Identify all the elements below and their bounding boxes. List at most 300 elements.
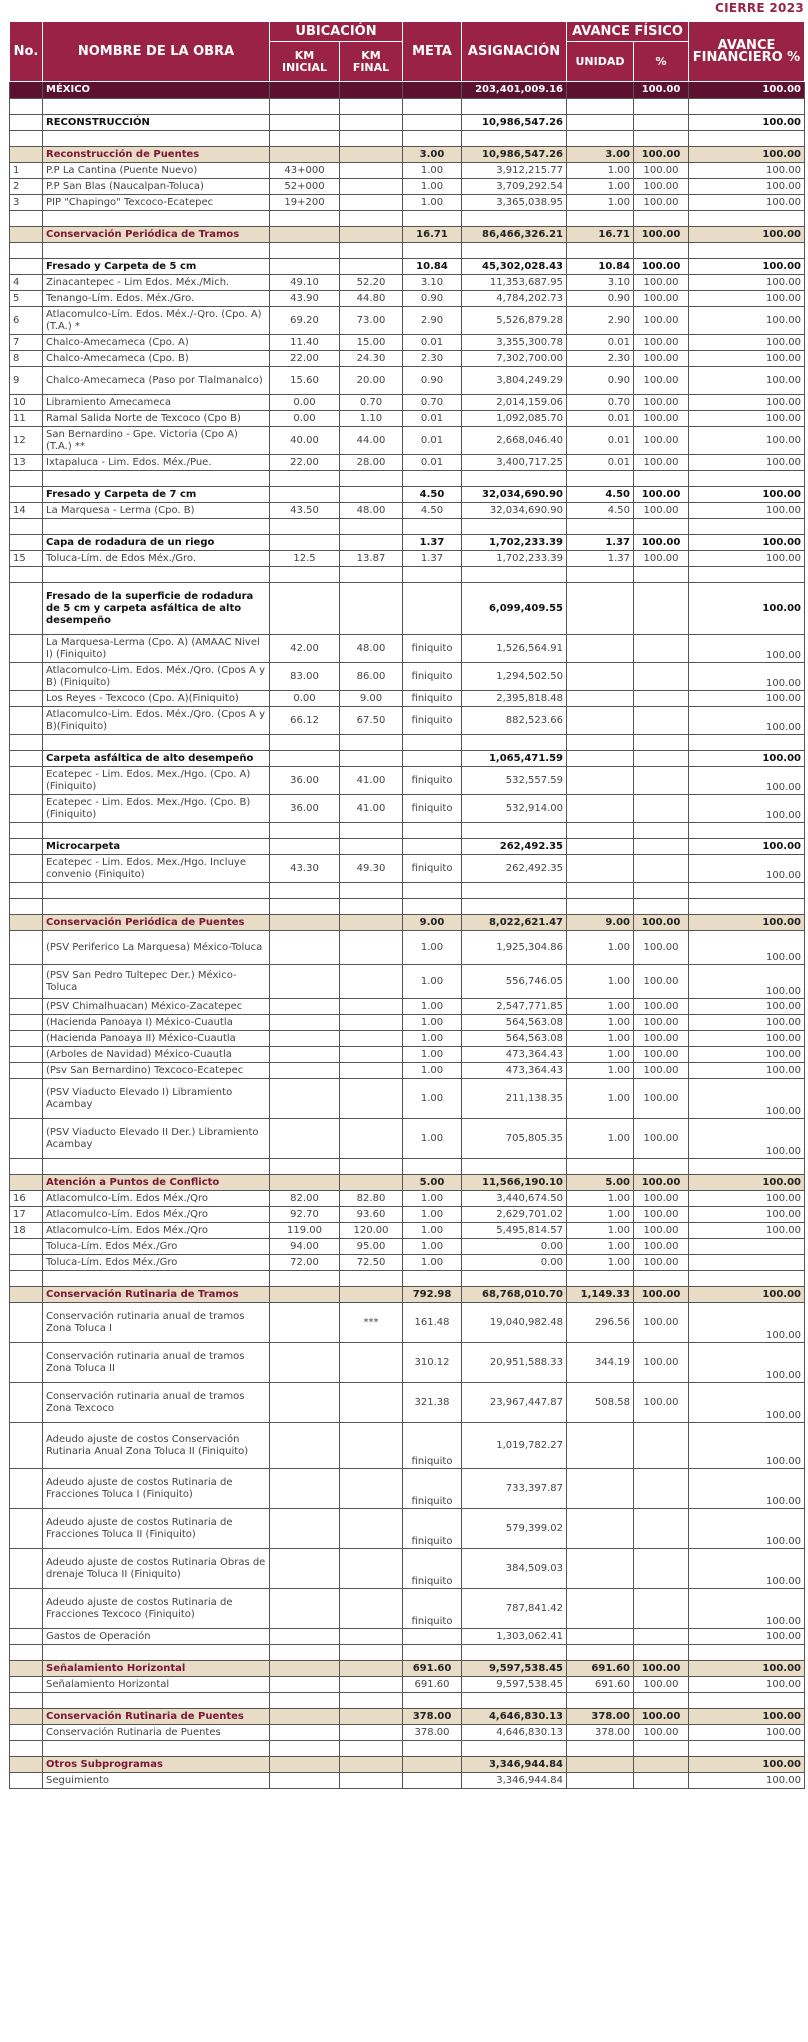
table-row bbox=[10, 455, 805, 471]
cell-km-inicial: 19+200 bbox=[270, 195, 340, 211]
cell-unidad: 1.00 bbox=[567, 1255, 634, 1271]
cell-avance-financiero bbox=[689, 899, 805, 915]
cell-km-final: 95.00 bbox=[340, 1239, 403, 1255]
cell-avance-financiero: 100.00 bbox=[689, 1119, 805, 1159]
cell-obra bbox=[43, 1645, 270, 1661]
cell-obra: Atlacomulco-Lím. Edos Méx./Qro bbox=[43, 1207, 270, 1223]
cell-unidad bbox=[567, 707, 634, 735]
cell-pct bbox=[634, 1693, 689, 1709]
cell-no: 7 bbox=[10, 335, 43, 351]
cell-asignacion: 0.00 bbox=[462, 1239, 567, 1255]
cell-km-final: 24.30 bbox=[340, 351, 403, 367]
cell-pct bbox=[634, 767, 689, 795]
cell-avance-financiero bbox=[689, 823, 805, 839]
cell-no bbox=[10, 259, 43, 275]
cell-avance-financiero bbox=[689, 567, 805, 583]
cell-asignacion: 8,022,621.47 bbox=[462, 915, 567, 931]
cell-asignacion bbox=[462, 1159, 567, 1175]
cell-no: 11 bbox=[10, 411, 43, 427]
cell-asignacion: 579,399.02 bbox=[462, 1509, 567, 1549]
cell-unidad bbox=[567, 1423, 634, 1469]
cell-avance-financiero: 100.00 bbox=[689, 1469, 805, 1509]
cell-km-final: 28.00 bbox=[340, 455, 403, 471]
cell-km-inicial bbox=[270, 1063, 340, 1079]
cell-avance-financiero: 100.00 bbox=[689, 551, 805, 567]
table-row bbox=[10, 291, 805, 307]
cell-avance-financiero: 100.00 bbox=[689, 1709, 805, 1725]
cell-avance-financiero bbox=[689, 211, 805, 227]
cell-asignacion: 532,914.00 bbox=[462, 795, 567, 823]
cell-avance-financiero: 100.00 bbox=[689, 147, 805, 163]
cell-avance-financiero: 100.00 bbox=[689, 163, 805, 179]
cell-meta bbox=[403, 211, 462, 227]
blank-row bbox=[10, 243, 805, 259]
cell-obra: Zinacantepec - Lim Edos. Méx./Mich. bbox=[43, 275, 270, 291]
cell-obra: Atlacomulco-Lím. Edos Méx./Qro bbox=[43, 1223, 270, 1239]
cell-no bbox=[10, 823, 43, 839]
cell-km-inicial bbox=[270, 1757, 340, 1773]
cell-avance-financiero: 100.00 bbox=[689, 1175, 805, 1191]
cell-km-inicial bbox=[270, 211, 340, 227]
cell-pct: 100.00 bbox=[634, 411, 689, 427]
cell-asignacion bbox=[462, 1645, 567, 1661]
cell-pct: 100.00 bbox=[634, 427, 689, 455]
cell-km-final: 41.00 bbox=[340, 795, 403, 823]
cell-pct bbox=[634, 855, 689, 883]
table-row bbox=[10, 1383, 805, 1423]
table-row bbox=[10, 1423, 805, 1469]
cell-unidad bbox=[567, 1741, 634, 1757]
table-row bbox=[10, 663, 805, 691]
blank-row bbox=[10, 1159, 805, 1175]
cell-no bbox=[10, 767, 43, 795]
cell-pct bbox=[634, 1773, 689, 1789]
cell-km-inicial bbox=[270, 227, 340, 243]
cell-unidad: 1.00 bbox=[567, 999, 634, 1015]
header-pct: % bbox=[634, 42, 689, 82]
table-row bbox=[10, 1589, 805, 1629]
cell-avance-financiero: 100.00 bbox=[689, 999, 805, 1015]
cell-no bbox=[10, 1079, 43, 1119]
cell-unidad: 0.01 bbox=[567, 411, 634, 427]
cell-asignacion bbox=[462, 99, 567, 115]
cell-asignacion: 1,294,502.50 bbox=[462, 663, 567, 691]
cell-asignacion: 787,841.42 bbox=[462, 1589, 567, 1629]
blank-row bbox=[10, 1645, 805, 1661]
cell-obra: Atlacomulco-Lím. Edos. Méx./-Qro. (Cpo. A) (T.A.) * bbox=[43, 307, 270, 335]
cell-unidad bbox=[567, 1159, 634, 1175]
cell-asignacion bbox=[462, 211, 567, 227]
cell-unidad bbox=[567, 99, 634, 115]
cell-km-final bbox=[340, 1469, 403, 1509]
works-table bbox=[9, 21, 805, 1789]
cell-km-final: 0.70 bbox=[340, 395, 403, 411]
cell-no bbox=[10, 999, 43, 1015]
cell-no bbox=[10, 855, 43, 883]
cell-meta: 792.98 bbox=[403, 1287, 462, 1303]
cell-meta: finiquito bbox=[403, 635, 462, 663]
cell-pct: 100.00 bbox=[634, 195, 689, 211]
cell-obra: (PSV San Pedro Tultepec Der.) México-Toluca bbox=[43, 965, 270, 999]
cell-asignacion: 1,065,471.59 bbox=[462, 751, 567, 767]
cell-unidad bbox=[567, 115, 634, 131]
cell-km-final bbox=[340, 1159, 403, 1175]
subtotal-row bbox=[10, 147, 805, 163]
cell-pct bbox=[634, 1549, 689, 1589]
cell-pct: 100.00 bbox=[634, 1047, 689, 1063]
cell-avance-financiero bbox=[689, 1255, 805, 1271]
cell-km-final bbox=[340, 115, 403, 131]
cell-no: 12 bbox=[10, 427, 43, 455]
cell-obra: San Bernardino - Gpe. Victoria (Cpo A) (T.A.) ** bbox=[43, 427, 270, 455]
cell-unidad bbox=[567, 1645, 634, 1661]
cell-unidad: 4.50 bbox=[567, 503, 634, 519]
cell-unidad: 1.00 bbox=[567, 1223, 634, 1239]
cell-meta: 10.84 bbox=[403, 259, 462, 275]
header-km-inicial: KM INICIAL bbox=[270, 42, 340, 82]
table-row bbox=[10, 707, 805, 735]
cell-avance-financiero bbox=[689, 1159, 805, 1175]
cell-asignacion: 705,805.35 bbox=[462, 1119, 567, 1159]
cell-obra: Atlacomulco-Lím. Edos Méx./Qro bbox=[43, 1191, 270, 1207]
cell-no bbox=[10, 1383, 43, 1423]
cell-avance-financiero: 100.00 bbox=[689, 195, 805, 211]
cell-avance-financiero bbox=[689, 471, 805, 487]
cell-asignacion: 3,440,674.50 bbox=[462, 1191, 567, 1207]
cell-no bbox=[10, 1119, 43, 1159]
cell-km-inicial bbox=[270, 1383, 340, 1423]
cell-no bbox=[10, 211, 43, 227]
cell-obra: Ecatepec - Lim. Edos. Mex./Hgo. (Cpo. A) (Finiquito) bbox=[43, 767, 270, 795]
cell-obra: Adeudo ajuste de costos Rutinaria de Fracciones Texcoco (Finiquito) bbox=[43, 1589, 270, 1629]
cell-avance-financiero: 100.00 bbox=[689, 1207, 805, 1223]
cell-meta bbox=[403, 839, 462, 855]
cell-km-inicial: 36.00 bbox=[270, 767, 340, 795]
cell-km-inicial: 94.00 bbox=[270, 1239, 340, 1255]
cell-meta: finiquito bbox=[403, 795, 462, 823]
cell-meta: 0.01 bbox=[403, 335, 462, 351]
cell-avance-financiero bbox=[689, 883, 805, 899]
cell-pct: 100.00 bbox=[634, 551, 689, 567]
cell-obra: Toluca-Lím. de Edos Méx./Gro. bbox=[43, 551, 270, 567]
cell-obra: Fresado de la superficie de rodadura de 5 cm y carpeta asfáltica de alto desempeño bbox=[43, 583, 270, 635]
cell-unidad: 508.58 bbox=[567, 1383, 634, 1423]
cell-pct: 100.00 bbox=[634, 931, 689, 965]
cell-meta: 1.00 bbox=[403, 1255, 462, 1271]
cell-pct: 100.00 bbox=[634, 503, 689, 519]
cell-km-inicial bbox=[270, 1119, 340, 1159]
cell-km-final: 15.00 bbox=[340, 335, 403, 351]
cell-meta bbox=[403, 1773, 462, 1789]
cell-unidad bbox=[567, 471, 634, 487]
cell-unidad: 1.00 bbox=[567, 1015, 634, 1031]
cell-asignacion bbox=[462, 471, 567, 487]
cell-km-inicial: 40.00 bbox=[270, 427, 340, 455]
cell-meta: 9.00 bbox=[403, 915, 462, 931]
table-row bbox=[10, 1725, 805, 1741]
cell-no bbox=[10, 82, 43, 99]
cell-no bbox=[10, 487, 43, 503]
blank-row bbox=[10, 131, 805, 147]
cell-no bbox=[10, 227, 43, 243]
cell-obra: Ramal Salida Norte de Texcoco (Cpo B) bbox=[43, 411, 270, 427]
cell-unidad: 691.60 bbox=[567, 1661, 634, 1677]
table-row bbox=[10, 1223, 805, 1239]
cell-km-final bbox=[340, 519, 403, 535]
cell-avance-financiero: 100.00 bbox=[689, 915, 805, 931]
cell-km-inicial bbox=[270, 567, 340, 583]
cell-obra: Fresado y Carpeta de 7 cm bbox=[43, 487, 270, 503]
cell-pct bbox=[634, 1741, 689, 1757]
cell-km-inicial: 92.70 bbox=[270, 1207, 340, 1223]
cell-avance-financiero: 100.00 bbox=[689, 1047, 805, 1063]
cell-avance-financiero bbox=[689, 1645, 805, 1661]
cell-no bbox=[10, 519, 43, 535]
cell-unidad: 0.70 bbox=[567, 395, 634, 411]
cell-no bbox=[10, 1015, 43, 1031]
cell-obra: Adeudo ajuste de costos Rutinaria de Fracciones Toluca I (Finiquito) bbox=[43, 1469, 270, 1509]
cell-asignacion bbox=[462, 899, 567, 915]
cell-unidad bbox=[567, 211, 634, 227]
cell-no bbox=[10, 915, 43, 931]
cell-unidad: 691.60 bbox=[567, 1677, 634, 1693]
cell-km-final: 49.30 bbox=[340, 855, 403, 883]
cell-no: 15 bbox=[10, 551, 43, 567]
cell-no bbox=[10, 965, 43, 999]
cell-avance-financiero bbox=[689, 243, 805, 259]
cell-km-inicial bbox=[270, 1509, 340, 1549]
cell-avance-financiero bbox=[689, 99, 805, 115]
table-row bbox=[10, 795, 805, 823]
cell-avance-financiero: 100.00 bbox=[689, 635, 805, 663]
cell-pct bbox=[634, 243, 689, 259]
cell-obra: Señalamiento Horizontal bbox=[43, 1661, 270, 1677]
cell-pct bbox=[634, 1757, 689, 1773]
cell-meta: 1.00 bbox=[403, 1191, 462, 1207]
cell-km-final bbox=[340, 1343, 403, 1383]
cell-unidad bbox=[567, 82, 634, 99]
cell-avance-financiero: 100.00 bbox=[689, 1589, 805, 1629]
cell-km-inicial bbox=[270, 1015, 340, 1031]
cell-km-final bbox=[340, 735, 403, 751]
cell-meta bbox=[403, 1741, 462, 1757]
cell-pct bbox=[634, 839, 689, 855]
cell-pct bbox=[634, 567, 689, 583]
cell-pct bbox=[634, 883, 689, 899]
cell-no bbox=[10, 1757, 43, 1773]
cell-no bbox=[10, 1677, 43, 1693]
cell-obra: Toluca-Lím. Edos Méx./Gro bbox=[43, 1255, 270, 1271]
table-row bbox=[10, 1773, 805, 1789]
cell-pct bbox=[634, 1271, 689, 1287]
cell-asignacion: 10,986,547.26 bbox=[462, 115, 567, 131]
table-row bbox=[10, 635, 805, 663]
cell-unidad: 2.90 bbox=[567, 307, 634, 335]
cell-pct: 100.00 bbox=[634, 307, 689, 335]
cell-no bbox=[10, 1271, 43, 1287]
blank-row bbox=[10, 823, 805, 839]
cell-meta: 3.00 bbox=[403, 147, 462, 163]
cell-km-inicial bbox=[270, 1287, 340, 1303]
cell-meta: 1.00 bbox=[403, 179, 462, 195]
cell-km-final bbox=[340, 259, 403, 275]
cell-obra: Gastos de Operación bbox=[43, 1629, 270, 1645]
cell-km-inicial bbox=[270, 131, 340, 147]
cell-no bbox=[10, 1175, 43, 1191]
table-row bbox=[10, 767, 805, 795]
cell-avance-financiero: 100.00 bbox=[689, 583, 805, 635]
cell-meta: 1.37 bbox=[403, 535, 462, 551]
cell-km-inicial bbox=[270, 1645, 340, 1661]
cell-asignacion: 473,364.43 bbox=[462, 1047, 567, 1063]
cell-pct: 100.00 bbox=[634, 179, 689, 195]
subtotal-row bbox=[10, 1661, 805, 1677]
cell-asignacion: 3,400,717.25 bbox=[462, 455, 567, 471]
cell-km-final bbox=[340, 1063, 403, 1079]
cell-no bbox=[10, 931, 43, 965]
cell-km-inicial bbox=[270, 1693, 340, 1709]
cell-meta: 2.30 bbox=[403, 351, 462, 367]
cell-km-final bbox=[340, 839, 403, 855]
cell-pct: 100.00 bbox=[634, 335, 689, 351]
cell-pct: 100.00 bbox=[634, 1255, 689, 1271]
cell-meta: finiquito bbox=[403, 691, 462, 707]
cell-km-final: 41.00 bbox=[340, 767, 403, 795]
cell-no bbox=[10, 839, 43, 855]
cell-km-final: 9.00 bbox=[340, 691, 403, 707]
cell-km-final bbox=[340, 99, 403, 115]
cell-unidad: 3.00 bbox=[567, 147, 634, 163]
cell-km-final: 20.00 bbox=[340, 367, 403, 395]
cell-unidad: 1.37 bbox=[567, 535, 634, 551]
blank-row bbox=[10, 1693, 805, 1709]
cell-obra: Chalco-Amecameca (Paso por Tlalmanalco) bbox=[43, 367, 270, 395]
cell-avance-financiero bbox=[689, 1271, 805, 1287]
cell-pct bbox=[634, 1469, 689, 1509]
header-obra: NOMBRE DE LA OBRA bbox=[43, 22, 270, 82]
cell-km-inicial: 43+000 bbox=[270, 163, 340, 179]
cell-no bbox=[10, 1031, 43, 1047]
cell-km-final: 82.80 bbox=[340, 1191, 403, 1207]
cell-no bbox=[10, 1773, 43, 1789]
cell-meta bbox=[403, 823, 462, 839]
table-row bbox=[10, 1191, 805, 1207]
cell-km-final bbox=[340, 1015, 403, 1031]
table-row bbox=[10, 307, 805, 335]
cell-unidad bbox=[567, 839, 634, 855]
cell-km-final: *** bbox=[340, 1303, 403, 1343]
cell-pct bbox=[634, 519, 689, 535]
cell-pct bbox=[634, 1509, 689, 1549]
table-row bbox=[10, 427, 805, 455]
cell-km-inicial bbox=[270, 1661, 340, 1677]
cell-asignacion: 6,099,409.55 bbox=[462, 583, 567, 635]
cell-asignacion: 3,346,944.84 bbox=[462, 1773, 567, 1789]
cell-avance-financiero: 100.00 bbox=[689, 1015, 805, 1031]
cell-meta: 16.71 bbox=[403, 227, 462, 243]
cell-km-inicial bbox=[270, 1079, 340, 1119]
cell-no bbox=[10, 1509, 43, 1549]
cell-avance-financiero: 100.00 bbox=[689, 691, 805, 707]
cell-km-final bbox=[340, 999, 403, 1015]
subtotal-row bbox=[10, 115, 805, 131]
cell-km-inicial bbox=[270, 839, 340, 855]
cell-km-final bbox=[340, 1645, 403, 1661]
cell-meta: 691.60 bbox=[403, 1661, 462, 1677]
cell-asignacion: 2,014,159.06 bbox=[462, 395, 567, 411]
cell-km-inicial: 22.00 bbox=[270, 455, 340, 471]
cell-avance-financiero: 100.00 bbox=[689, 179, 805, 195]
cell-unidad bbox=[567, 795, 634, 823]
cell-unidad: 378.00 bbox=[567, 1725, 634, 1741]
cell-asignacion: 3,355,300.78 bbox=[462, 335, 567, 351]
cell-avance-financiero: 100.00 bbox=[689, 259, 805, 275]
table-row bbox=[10, 335, 805, 351]
cell-meta bbox=[403, 471, 462, 487]
cell-pct bbox=[634, 1589, 689, 1629]
cell-km-inicial bbox=[270, 243, 340, 259]
cell-km-final: 44.00 bbox=[340, 427, 403, 455]
cell-unidad bbox=[567, 583, 634, 635]
subtotal-row bbox=[10, 1757, 805, 1773]
cell-asignacion bbox=[462, 243, 567, 259]
cell-pct: 100.00 bbox=[634, 1207, 689, 1223]
cell-avance-financiero: 100.00 bbox=[689, 1661, 805, 1677]
header-meta: META bbox=[403, 22, 462, 82]
cell-asignacion: 3,912,215.77 bbox=[462, 163, 567, 179]
cell-km-final bbox=[340, 179, 403, 195]
cell-no: 9 bbox=[10, 367, 43, 395]
cell-obra: Conservación Rutinaria de Puentes bbox=[43, 1725, 270, 1741]
cell-obra: Chalco-Amecameca (Cpo. A) bbox=[43, 335, 270, 351]
cell-km-inicial: 43.90 bbox=[270, 291, 340, 307]
cell-km-final: 48.00 bbox=[340, 635, 403, 663]
cell-meta bbox=[403, 1271, 462, 1287]
table-row bbox=[10, 503, 805, 519]
cell-asignacion: 11,566,190.10 bbox=[462, 1175, 567, 1191]
cell-km-final bbox=[340, 915, 403, 931]
cell-no bbox=[10, 1047, 43, 1063]
cell-km-inicial bbox=[270, 1423, 340, 1469]
table-row bbox=[10, 1079, 805, 1119]
cell-asignacion: 32,034,690.90 bbox=[462, 487, 567, 503]
cell-asignacion: 882,523.66 bbox=[462, 707, 567, 735]
cell-no bbox=[10, 1063, 43, 1079]
cell-obra: Reconstrucción de Puentes bbox=[43, 147, 270, 163]
cell-meta: 1.00 bbox=[403, 1047, 462, 1063]
cell-obra bbox=[43, 99, 270, 115]
cell-meta: finiquito bbox=[403, 707, 462, 735]
cell-no: 6 bbox=[10, 307, 43, 335]
table-row bbox=[10, 1015, 805, 1031]
cell-obra bbox=[43, 1741, 270, 1757]
cell-km-inicial bbox=[270, 735, 340, 751]
cell-pct: 100.00 bbox=[634, 1079, 689, 1119]
cell-unidad: 296.56 bbox=[567, 1303, 634, 1343]
cell-km-final: 73.00 bbox=[340, 307, 403, 335]
cell-km-final bbox=[340, 1677, 403, 1693]
cell-pct: 100.00 bbox=[634, 487, 689, 503]
cell-unidad bbox=[567, 823, 634, 839]
cell-obra bbox=[43, 519, 270, 535]
cell-pct bbox=[634, 211, 689, 227]
cell-pct bbox=[634, 1629, 689, 1645]
header-avance-fisico: AVANCE FÍSICO bbox=[567, 22, 689, 42]
cell-no bbox=[10, 1661, 43, 1677]
cell-km-inicial bbox=[270, 1047, 340, 1063]
cell-km-final bbox=[340, 1661, 403, 1677]
table-row bbox=[10, 411, 805, 427]
